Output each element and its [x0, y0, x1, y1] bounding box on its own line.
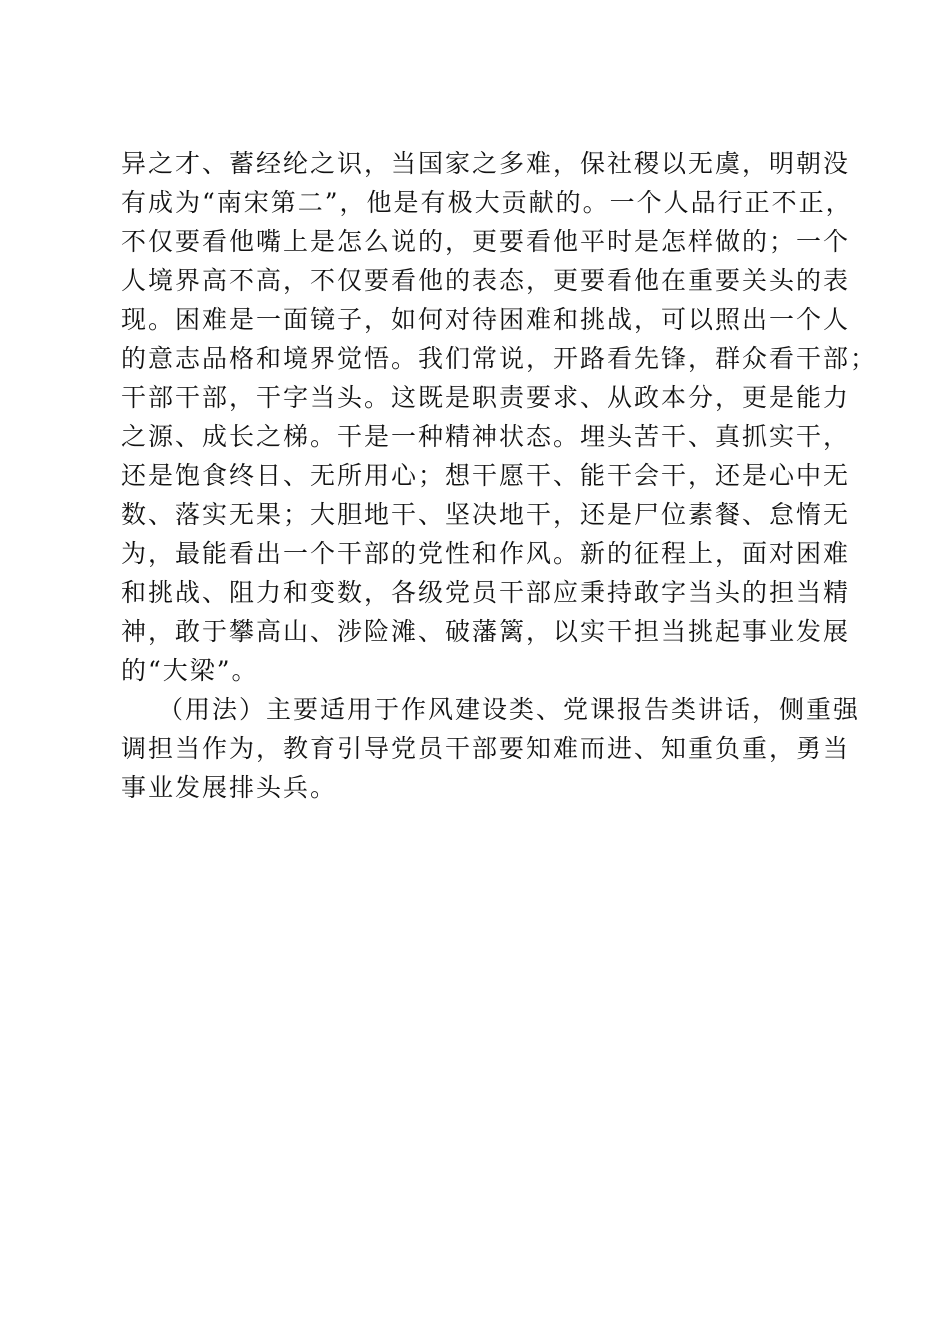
- text-line: （用法）主要适用于作风建设类、党课报告类讲话，侧重强: [158, 695, 861, 724]
- text-line: 的“大梁”。: [121, 656, 259, 685]
- text-line: 事业发展排头兵。: [121, 773, 338, 802]
- text-line: 的意志品格和境界觉悟。我们常说，开路看先锋，群众看干部；: [121, 344, 878, 373]
- text-line: 不仅要看他嘴上是怎么说的，更要看他平时是怎样做的；一个: [121, 227, 851, 256]
- text-line: 为，最能看出一个干部的党性和作风。新的征程上，面对困难: [121, 539, 851, 568]
- paragraph-usage: [121, 690, 861, 807]
- text-line: 人境界高不高，不仅要看他的表态，更要看他在重要关头的表: [121, 266, 851, 295]
- text-line: 现。困难是一面镜子，如何对待困难和挑战，可以照出一个人: [121, 305, 851, 334]
- text-line: 之源、成长之梯。干是一种精神状态。埋头苦干、真抓实干，: [121, 422, 851, 451]
- text-line: 干部干部，干字当头。这既是职责要求、从政本分，更是能力: [121, 383, 851, 412]
- text-line: 和挑战、阻力和变数，各级党员干部应秉持敢字当头的担当精: [121, 578, 851, 607]
- text-line: 还是饱食终日、无所用心；想干愿干、能干会干，还是心中无: [121, 461, 851, 490]
- text-line: 调担当作为，教育引导党员干部要知难而进、知重负重，勇当: [121, 734, 851, 763]
- text-line: 异之才、蓄经纶之识，当国家之多难，保社稷以无虞，明朝没: [121, 149, 851, 178]
- document-body: [121, 144, 878, 807]
- paragraph-main: [121, 144, 878, 690]
- text-line: 有成为“南宋第二”，他是有极大贡献的。一个人品行正不正，: [121, 188, 853, 217]
- text-line: 神，敢于攀高山、涉险滩、破藩篱，以实干担当挑起事业发展: [121, 617, 851, 646]
- text-line: 数、落实无果；大胆地干、坚决地干，还是尸位素餐、怠惰无: [121, 500, 851, 529]
